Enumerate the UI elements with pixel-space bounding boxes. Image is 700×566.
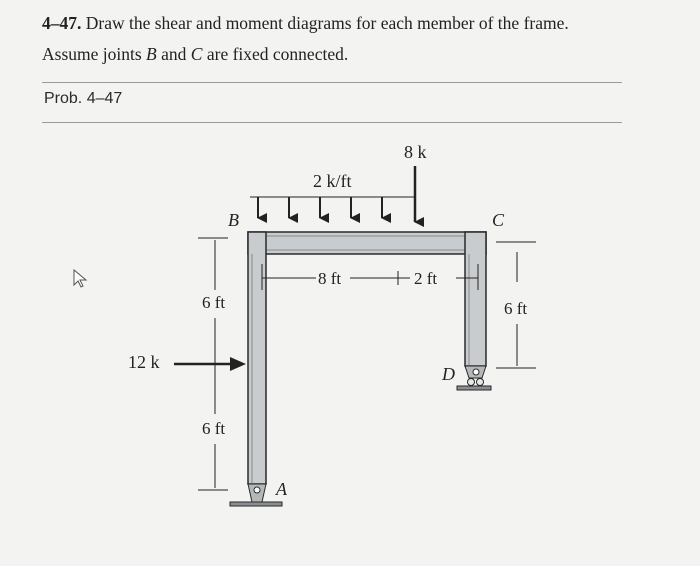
- problem-line1: Draw the shear and moment diagrams for each member of the frame.: [81, 13, 569, 33]
- distributed-load-arrows: [250, 197, 414, 218]
- joint-c-label: C: [492, 210, 505, 230]
- prob-label: Prob. 4–47: [44, 90, 123, 107]
- distributed-load-label: 2 k/ft: [313, 171, 352, 191]
- column-ab: [248, 232, 266, 484]
- dimension-6ft-lower: 6 ft: [202, 419, 226, 438]
- support-a-label: A: [276, 479, 287, 499]
- horizontal-load-arrowhead: [230, 357, 246, 371]
- horizontal-dimension: [262, 264, 478, 290]
- point-load-label: 8 k: [404, 142, 427, 162]
- horizontal-load-label: 12 k: [128, 352, 160, 372]
- beam-bc: [248, 232, 486, 254]
- pin-support-a: [230, 484, 282, 506]
- dimension-6ft-right: 6 ft: [504, 299, 528, 318]
- problem-line2-b: and: [156, 44, 191, 64]
- joint-b-label: B: [228, 210, 239, 230]
- cursor-icon: [74, 270, 86, 287]
- rocker-support-d: [457, 366, 491, 390]
- joint-b-ref: B: [146, 44, 157, 64]
- problem-number: 4–47.: [42, 13, 82, 33]
- problem-line2-c: are fixed connected.: [202, 44, 349, 64]
- problem-line2-a: Assume joints: [42, 44, 147, 64]
- dimension-2ft: 2 ft: [414, 269, 438, 288]
- support-d-label: D: [442, 364, 455, 384]
- joint-c-ref: C: [190, 44, 203, 64]
- dimension-6ft-upper: 6 ft: [202, 293, 226, 312]
- dimension-8ft: 8 ft: [318, 269, 342, 288]
- column-cd: [465, 232, 486, 366]
